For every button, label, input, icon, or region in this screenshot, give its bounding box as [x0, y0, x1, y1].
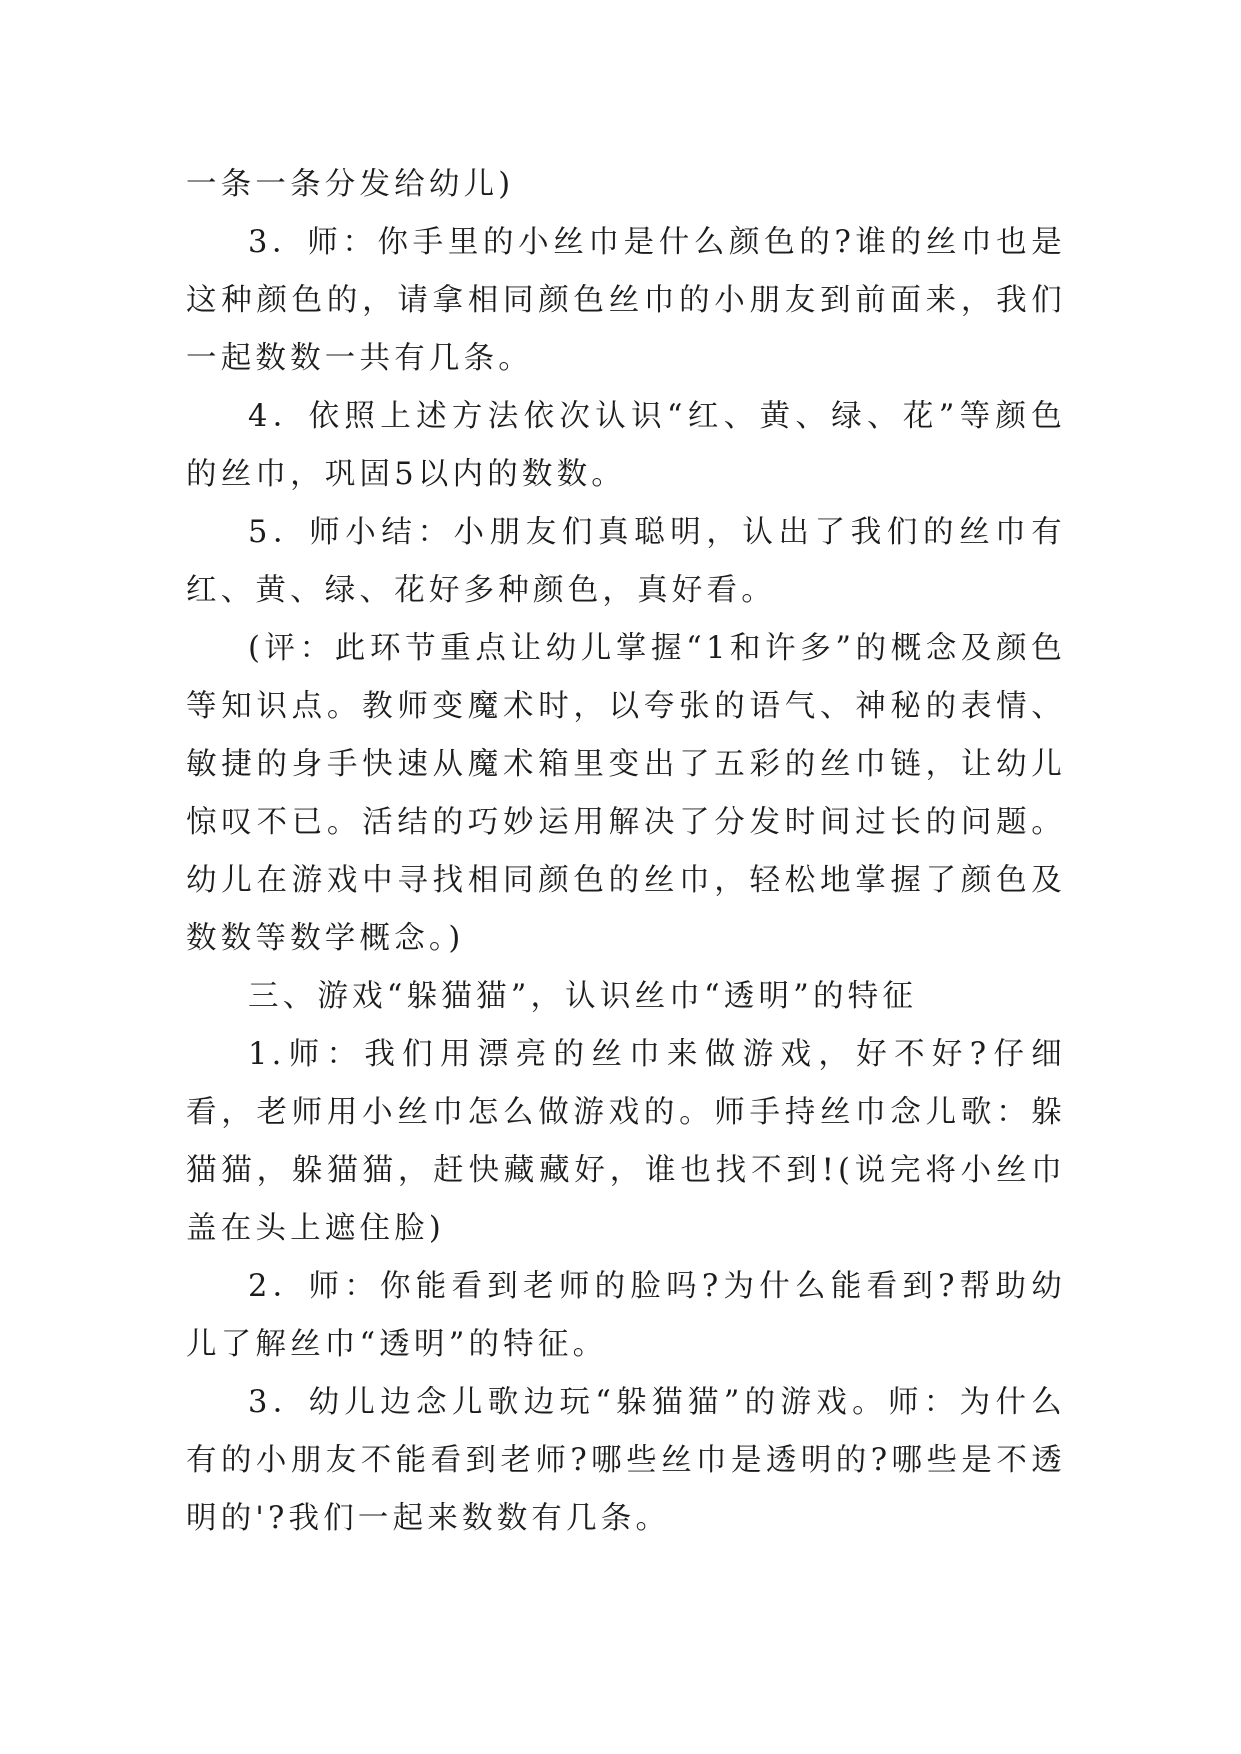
paragraph-step-5-summary: 5．师小结：小朋友们真聪明，认出了我们的丝巾有红、黄、绿、花好多种颜色，真好看。: [186, 515, 1066, 608]
paragraph-step-3-color: 3．师：你手里的小丝巾是什么颜色的?谁的丝巾也是这种颜色的，请拿相同颜色丝巾的小朋友到前面来，我们一起数数一共有几条。: [186, 225, 1066, 376]
paragraph-continuation: 一条一条分发给幼儿): [186, 167, 515, 202]
paragraph-comment: (评：此环节重点让幼儿掌握“1和许多”的概念及颜色等知识点。教师变魔术时，以夸张的语气、神秘的表情、敏捷的身手快速从魔术箱里变出了五彩的丝巾链，让幼儿惊叹不已。活结的巧妙运用解决了分发时间过长的问题。幼儿在游戏中寻找相同颜色的丝巾，轻松地掌握了颜色及数数等数学概念。): [186, 631, 1066, 956]
paragraph-step-4: 4．依照上述方法依次认识“红、黄、绿、花”等颜色的丝巾，巩固5以内的数数。: [186, 399, 1066, 492]
paragraph-game-step-1: 1.师：我们用漂亮的丝巾来做游戏，好不好?仔细看，老师用小丝巾怎么做游戏的。师手持丝巾念儿歌：躲猫猫，躲猫猫，赶快藏藏好，谁也找不到!(说完将小丝巾盖在头上遮住脸): [186, 1037, 1066, 1246]
paragraph-game-step-2: 2．师：你能看到老师的脸吗?为什么能看到?帮助幼儿了解丝巾“透明”的特征。: [186, 1269, 1066, 1362]
document-body: [186, 156, 1066, 1548]
paragraph-game-step-3: 3．幼儿边念儿歌边玩“躲猫猫”的游戏。师：为什么有的小朋友不能看到老师?哪些丝巾是透明的?哪些是不透明的'?我们一起来数数有几条。: [186, 1385, 1066, 1536]
section-heading-3: 三、游戏“躲猫猫”，认识丝巾“透明”的特征: [248, 979, 918, 1014]
